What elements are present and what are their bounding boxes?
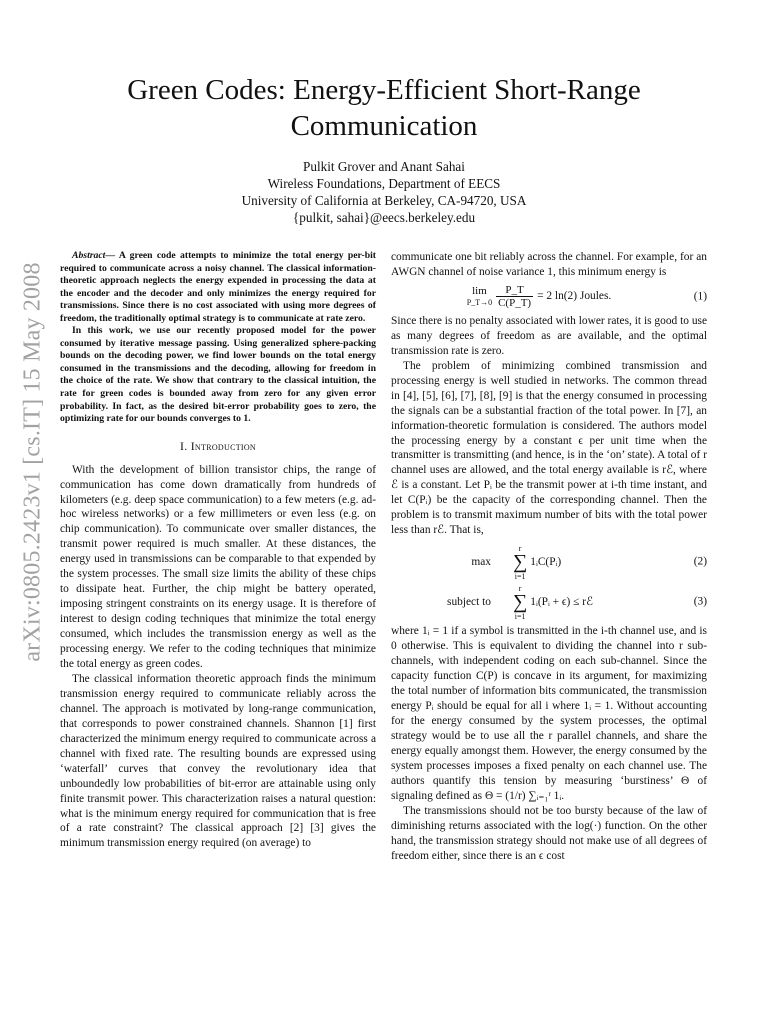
affiliation-line-2: University of California at Berkeley, CA-94720, USA: [241, 193, 527, 208]
equation-1-limit: P_T→0: [466, 297, 493, 307]
equation-2-sum-lower: i=1: [514, 571, 526, 581]
equation-3-sum-lower: i=1: [514, 611, 526, 621]
left-column: [60, 250, 376, 851]
abstract-paragraph-1: A green code attempts to minimize the total energy per-bit required to communicate across a noisy channel. The classical information-theoretic approach neglects the energy expended in processing the data at the encoder and the decoder and only minimizes the energy required for transmissions. Since there is no cost associated with using more degrees of freedom, the traditionally optimal strategy is to communicate at rate zero.: [60, 250, 377, 324]
equation-1-rhs: = 2 ln(2) Joules.: [537, 290, 612, 303]
affiliation-line-1: Wireless Foundations, Department of EECS: [267, 176, 501, 191]
equation-2-body: 1ᵢC(Pᵢ): [530, 555, 562, 568]
equation-1-numerator: P_T: [496, 284, 533, 297]
right-column: [391, 250, 707, 863]
equation-3-body: 1ᵢ(Pᵢ + ϵ) ≤ rℰ: [530, 595, 593, 608]
section-heading: [60, 439, 376, 454]
right-paragraph-4: where 1ᵢ = 1 if a symbol is transmitted in the i-th channel use, and is 0 otherwise. This is equivalent to dividing the channel into r sub-channels, with independent coding on each sub-channel. Since the capacity function C(P) is concave in its argument, for maximizing the total number of information bits communicated, the transmission energy Pᵢ should be equal for all i where 1ᵢ = 1. Without accounting for the energy consumed by the system processes, the optimal strategy would be to use all the r parallel channels, and share the energy equally amongst them. However, the energy consumed by the system processes imposes a fixed penalty on each channel use. The authors quantify this tension by measuring ‘burstiness’ Θ of signaling defined as Θ = (1/r) ∑ᵢ₌₁ʳ 1ᵢ.: [391, 625, 707, 802]
intro-paragraph-2: The classical information theoretic approach finds the minimum transmission energy required to communicate reliably across the channel. The approach is motivated by long-range communication, that corresponds to power constrained channels. Shannon [1] first characterized the minimum energy required to communicate across a channel with fixed rate. The resulting bounds are expressed using ‘waterfall’ curves that convey the revolutionary idea that unboundedly low probabilities of bit-error are attainable using only finite transmit power. This characterization raises a natural question: what is the minimum energy required for communication that is free of a rate constraint? The classical approach [2] [3] gives the minimum transmission energy required (on average) to: [60, 672, 376, 850]
right-paragraph-1: communicate one bit reliably across the channel. For example, for an AWGN channel of noise variance 1, this minimum energy is: [391, 251, 707, 278]
right-paragraph-2: Since there is no penalty associated with lower rates, it is good to use as many degrees of freedom as are available, and the optimal transmission rate is zero.: [391, 314, 707, 357]
section-number: I.: [179, 438, 188, 453]
equation-2-sum-upper: r: [518, 543, 522, 553]
equation-3: subject to r ∑ i=1 1ᵢ(Pᵢ + ϵ) ≤ rℰ (3): [391, 582, 707, 622]
right-paragraph-5: The transmissions should not be too bursty because of the law of diminishing returns associated with the log(·) function. On the other hand, the transmission strategy should not make use of all degrees of freedom either, since there is an ϵ cost: [391, 804, 707, 862]
title-line-2: Communication: [290, 110, 478, 142]
equation-3-sum-upper: r: [518, 583, 522, 593]
equation-1-number: (1): [693, 290, 707, 303]
equation-2-operator: max: [471, 555, 491, 568]
intro-paragraph-1: With the development of billion transistor chips, the range of communication has come down dramatically from hundreds of kilometers (e.g. deep space communication) to a few meters (e.g. ad-hoc wireless networks) or a few millimeters or even less (e.g. on chip communication). To communicate over smaller distances, the transmit power required is much smaller. At these distances, the energy used in transmissions can be comparable to that expended by the system processes. The small size limits the ability of these chips to dissipate heat. Further, the chip might be battery operated, imposing stringent constraints on its energy usage. It is therefore of interest to design coding techniques that minimize the total energy consumed, which includes the transmission energy as well as the processing energy. We refer to the coding techniques that minimize the total energy as green codes.: [60, 463, 376, 670]
equation-1: lim P_T→0 $\frac{P\_T}{C(P\_T)}$ = 2 ln(2) Joules. (1): [466, 284, 707, 310]
title-line-1: Green Codes: Energy-Efficient Short-Range: [127, 74, 641, 106]
abstract-paragraph-2: In this work, we use our recently proposed model for the power consumed by iterative message passing. Using generalized sphere-packing bounds on the decoding power, we find lower bounds on the total energy consumed in the transmissions and the decoding, allowing for freedom in the choice of the rate. We show that contrary to the classical intuition, the rate for green codes is bounded away from zero for any given error probability. In fact, as the desired bit-error probability goes to zero, the optimizing rate for our bounds converges to 1.: [60, 325, 376, 425]
author-names: Pulkit Grover and Anant Sahai: [303, 159, 465, 174]
equation-2: max r ∑ i=1 1ᵢC(Pᵢ) (2): [391, 542, 707, 582]
equation-1-denominator: C(P_T): [498, 297, 532, 310]
right-paragraph-3: The problem of minimizing combined transmission and processing energy is well studied in networks. The common thread in [4], [5], [6], [7], [8], [9] is that the energy consumed in processing the signals can be a substantial fraction of the total power. In [7], an information-theoretic formulation is considered. The authors model the processing energy by a constant ϵ per unit time when the transmitter is transmitting (and hence, is in the ‘on’ state). A total of r channel uses are allowed, and the total energy available is rℰ, where ℰ is a constant. Let Pᵢ be the transmit power at i-th time instant, and let C(Pᵢ) be the capacity of the corresponding channel. Then the problem is to transmit maximum number of bits with the total power less than rℰ. That is,: [391, 359, 707, 537]
paper-title: [60, 72, 708, 144]
abstract: Abstract— A green code attempts to minimize the total energy per-bit required to communicate across a noisy channel. The classical information-theoretic approach neglects the energy expended in processing the data at the encoder and the decoder and only minimizes the energy required for transmissions. Since there is no cost associated with using more degrees of freedom, the traditionally optimal strategy is to communicate at rate zero. In this work, we use our recently proposed model for the power consumed by iterative message passing. Using generalized sphere-packing bounds on the decoding power, we find lower bounds on the total energy consumed in the transmissions and the decoding, allowing for freedom in the choice of the rate. We show that contrary to the classical intuition, the rate for green codes is bounded away from zero for any given error probability. In fact, as the desired bit-error probability goes to zero, the optimizing rate for our bounds converges to 1.: [60, 250, 377, 425]
equation-2-number: (2): [693, 555, 707, 568]
equation-3-number: (3): [693, 595, 707, 608]
abstract-label: Abstract: [72, 250, 106, 261]
equation-3-operator: subject to: [447, 595, 491, 608]
author-block: [160, 158, 608, 226]
author-email: {pulkit, sahai}@eecs.berkeley.edu: [292, 210, 476, 225]
section-title: Introduction: [190, 438, 257, 453]
